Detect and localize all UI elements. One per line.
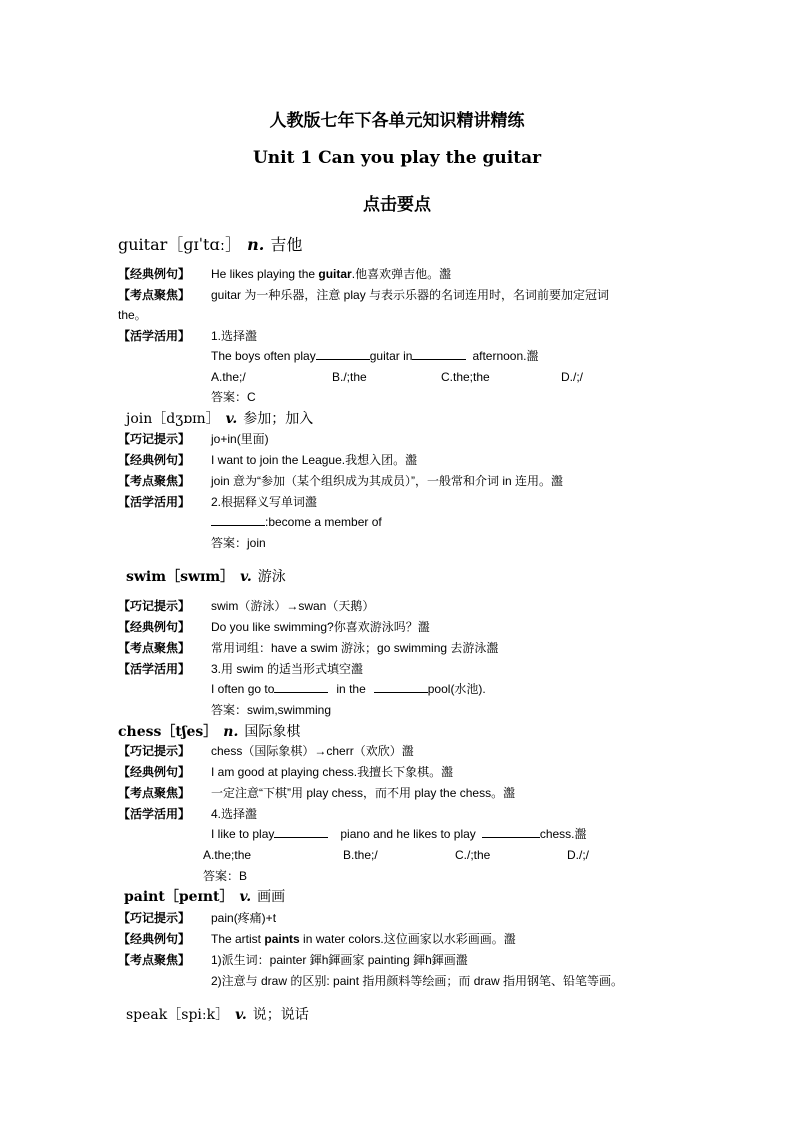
tip-text: chess（国际象棋）→cherr（欢欣）瀊 — [211, 744, 414, 758]
entry-speak-headword — [126, 1004, 309, 1024]
entry-guitar-headword — [118, 232, 302, 255]
entry-join-headword — [126, 408, 313, 428]
tip-tag: 【巧记提示】 — [118, 599, 191, 613]
headword: join［dʒɒɪn］ — [126, 411, 220, 427]
answer-blank[interactable] — [274, 681, 328, 693]
example-sentence: I am good at playing chess.我擅长下象棋。瀊 — [211, 765, 454, 779]
entry-swim-headword — [126, 566, 286, 586]
tip-tag: 【巧记提示】 — [118, 911, 191, 925]
example-keyword: guitar — [318, 267, 352, 281]
question-text: :become a member of — [265, 515, 382, 529]
example-tag: 【经典例句】 — [118, 932, 191, 946]
example-tag: 【经典例句】 — [118, 267, 191, 281]
example-sentence — [211, 931, 516, 947]
practice-title: 1.选择瀊 — [211, 329, 258, 343]
headword: speak［spiːk］ — [126, 1007, 230, 1023]
example-translation: in water colors.这位画家以水彩画画。瀊 — [299, 932, 516, 946]
answer-blank[interactable] — [374, 681, 428, 693]
meaning: 游泳 — [257, 569, 286, 585]
tip-text: jo+in(里面) — [211, 432, 269, 446]
example-tag: 【经典例句】 — [118, 453, 191, 467]
part-of-speech: v. — [240, 569, 252, 585]
answer-blank[interactable] — [211, 514, 265, 526]
practice-tag: 【活学活用】 — [118, 807, 191, 821]
focus-text: guitar 为一种乐器，注意 play 与表示乐器的名词连用时，名词前要加定冠词 — [211, 288, 610, 302]
option-b: B.the;/ — [343, 848, 378, 862]
answer: 答案：join — [211, 536, 266, 550]
practice-tag: 【活学活用】 — [118, 662, 191, 676]
question-text: I often go to — [211, 682, 275, 696]
question-text: in the — [336, 682, 366, 696]
option-b: B./;the — [332, 370, 367, 384]
focus-tag: 【考点聚焦】 — [118, 474, 191, 488]
meaning: 参加；加入 — [243, 411, 314, 427]
option-d: D./;/ — [561, 370, 584, 384]
headword: chess［tʃes］ — [118, 724, 218, 740]
example-sentence — [211, 266, 451, 282]
example-text: The artist — [211, 932, 265, 946]
tip-text: pain(疼痛)+t — [211, 911, 277, 925]
practice-question — [211, 514, 382, 530]
answer: 答案：C — [211, 390, 256, 404]
answer-blank[interactable] — [316, 348, 370, 360]
entry-chess-headword — [118, 721, 300, 741]
example-translation: .他喜欢弹吉他。瀊 — [351, 267, 452, 281]
part-of-speech: n. — [223, 724, 239, 740]
practice-question — [211, 681, 486, 697]
tip-text: swim（游泳）→swan（天鹅） — [211, 599, 375, 613]
practice-title: 2.根据释义写单词瀊 — [211, 495, 318, 509]
answer: 答案：swim,swimming — [211, 703, 332, 717]
answer-blank[interactable] — [412, 348, 466, 360]
question-text: pool(水池). — [427, 682, 486, 696]
part-of-speech: v. — [239, 889, 252, 905]
focus-text: 常用词组：have a swim 游泳；go swimming 去游泳瀊 — [211, 641, 499, 655]
practice-tag: 【活学活用】 — [118, 329, 191, 343]
tip-tag: 【巧记提示】 — [118, 432, 191, 446]
question-text: I like to play — [211, 827, 275, 841]
example-sentence: I want to join the League.我想入团。瀊 — [211, 453, 418, 467]
question-text: chess.瀊 — [539, 827, 587, 841]
focus-text-cont: the。 — [118, 308, 147, 322]
answer: 答案：B — [203, 869, 248, 883]
focus-text-cont: 2)注意与 draw 的区别: paint 指用颜料等绘画；而 draw 指用钢笔、铅笔等画。 — [211, 974, 624, 988]
example-keyword: paints — [264, 932, 300, 946]
focus-text: 1)派生词：painter 鍕h鍕画家 painting 鍕h鍕画瀊 — [211, 953, 468, 967]
part-of-speech: v. — [235, 1007, 247, 1023]
part-of-speech: v. — [225, 411, 238, 427]
answer-blank[interactable] — [482, 826, 540, 838]
tip-tag: 【巧记提示】 — [118, 744, 191, 758]
unit-title: Unit 1 Can you play the guitar — [252, 148, 542, 168]
focus-tag: 【考点聚焦】 — [118, 288, 191, 302]
focus-tag: 【考点聚焦】 — [118, 641, 191, 655]
example-tag: 【经典例句】 — [118, 765, 191, 779]
answer-blank[interactable] — [274, 826, 328, 838]
example-sentence: Do you like swimming?你喜欢游泳吗？瀊 — [211, 620, 430, 634]
focus-tag: 【考点聚焦】 — [118, 786, 191, 800]
focus-text: 一定注意“下棋”用 play chess，而不用 play the chess。瀊 — [211, 786, 516, 800]
option-d: D./;/ — [567, 848, 590, 862]
option-c: C./;the — [455, 848, 491, 862]
focus-text: join 意为“参加（某个组织成为其成员）”，一般常和介词 in 连用。瀊 — [211, 474, 564, 488]
example-text: He likes playing the — [211, 267, 319, 281]
section-title: 点击要点 — [363, 195, 431, 215]
question-text: afternoon.瀊 — [472, 349, 539, 363]
practice-title: 4.选择瀊 — [211, 807, 258, 821]
meaning: 国际象棋 — [244, 724, 301, 740]
headword: guitar［ɡɪˈtɑː］ — [118, 235, 242, 254]
entry-paint-headword — [124, 886, 285, 906]
question-text: piano and he likes to play — [340, 827, 476, 841]
headword: swim［swɪm］ — [126, 569, 235, 585]
page-title: 人教版七年下各单元知识精讲精练 — [269, 111, 525, 131]
headword: paint［peɪnt］ — [124, 889, 234, 905]
option-a: A.the;the — [203, 848, 252, 862]
example-tag: 【经典例句】 — [118, 620, 191, 634]
practice-tag: 【活学活用】 — [118, 495, 191, 509]
meaning: 画画 — [257, 889, 286, 905]
focus-tag: 【考点聚焦】 — [118, 953, 191, 967]
question-text: guitar in — [369, 349, 413, 363]
option-a: A.the;/ — [211, 370, 246, 384]
meaning: 说；说话 — [252, 1007, 309, 1023]
practice-question — [211, 826, 587, 842]
meaning: 吉他 — [270, 235, 303, 254]
question-text: The boys often play — [211, 349, 316, 363]
practice-title: 3.用 swim 的适当形式填空瀊 — [211, 662, 364, 676]
practice-question — [211, 348, 538, 364]
option-c: C.the;the — [441, 370, 490, 384]
part-of-speech: n. — [247, 235, 265, 254]
